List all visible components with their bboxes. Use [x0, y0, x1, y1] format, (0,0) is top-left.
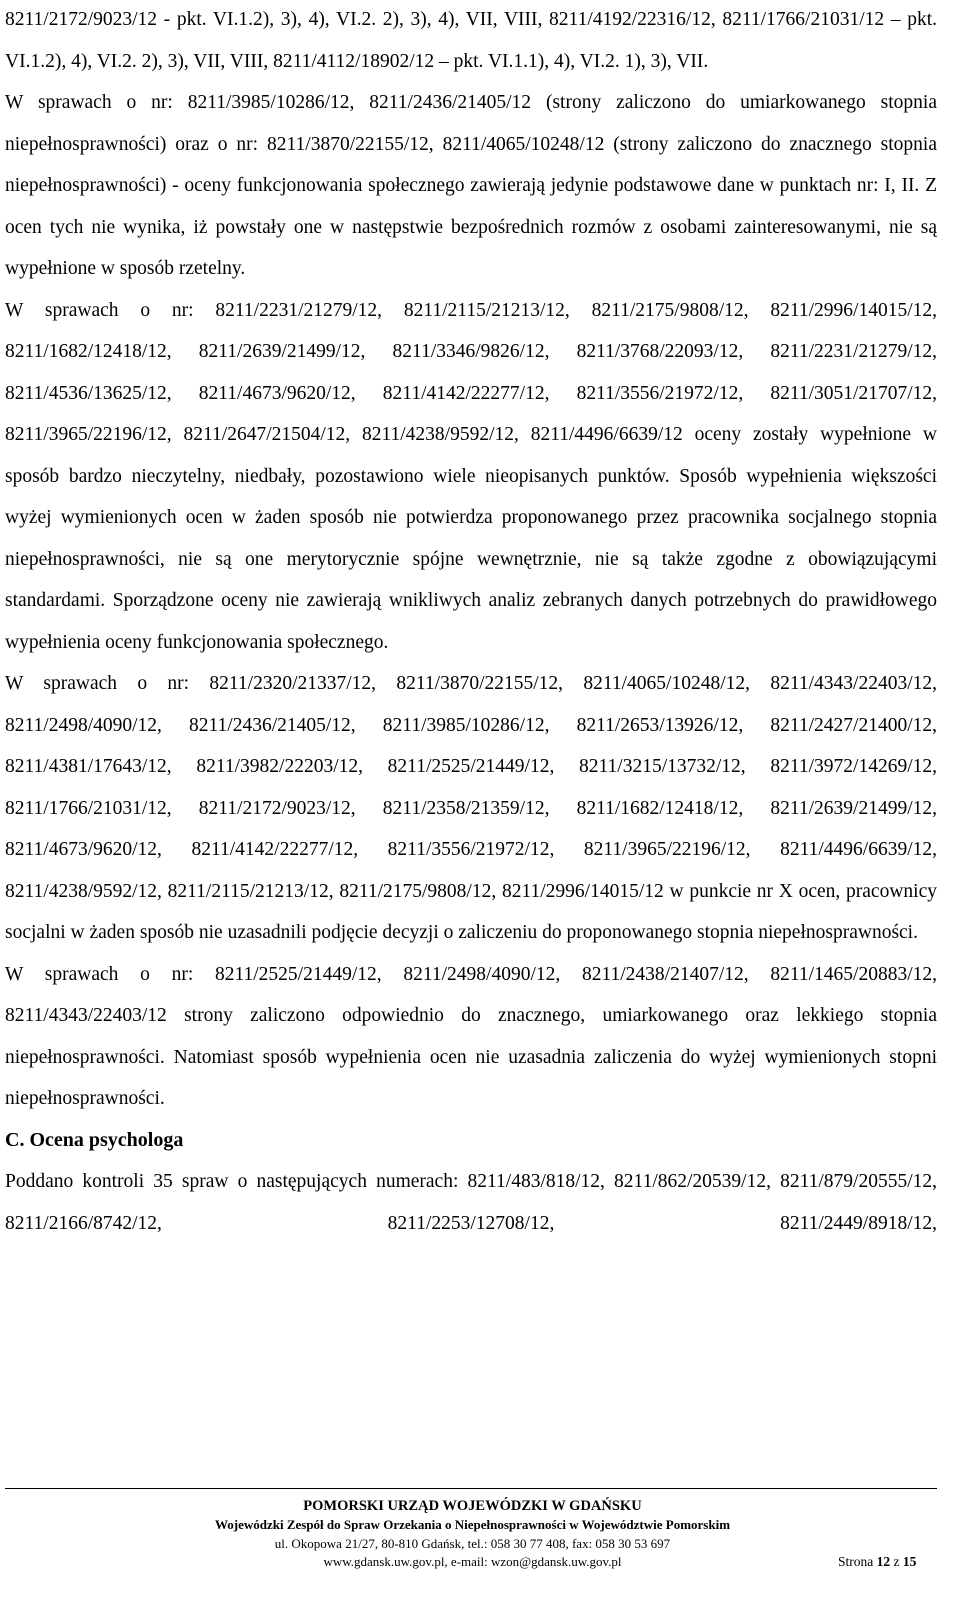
footer-address: ul. Okopowa 21/27, 80-810 Gdańsk, tel.: 058 30 77 408, fax: 058 30 53 697 [274, 1536, 671, 1551]
paragraph-continuation: 8211/2172/9023/12 - pkt. VI.1.2), 3), 4), VI.2. 2), 3), 4), VII, VIII, 8211/4192/22316/12, 8211/1766/21031/12 – pkt. VI.1.2), 4), VI.2. 2), 3), VII, VIII, 8211/4112/18902/12 – pkt. VI.1.1), 4), VI.2. 1), 3), VII. [5, 9, 937, 72]
footer-team-name: Wojewódzki Zespół do Spraw Orzekania o Niepełnosprawności w Województwie Pomorskim [214, 1517, 731, 1532]
page-number-label: Strona [838, 1554, 874, 1569]
footer-divider [5, 1488, 937, 1489]
page-number-of: z [893, 1554, 900, 1569]
section-heading: C. Ocena psychologa [5, 1128, 184, 1151]
paragraph-point-x-justification: W sprawach o nr: 8211/2320/21337/12, 8211/3870/22155/12, 8211/4065/10248/12, 8211/4343/22403/12, 8211/2498/4090/12, 8211/2436/21405/12, 8211/3985/10286/12, 8211/2653/13926/12, 8211/2427/21400/12, 8211/4381/17643/12, 8211/3982/22203/12, 8211/2525/21449/12, 8211/3215/13732/12, 8211/3972/14269/12, 8211/1766/21031/12, 8211/2172/9023/12, 8211/2358/21359/12, 8211/1682/12418/12, 8211/2639/21499/12, 8211/4673/9620/12, 8211/4142/22277/12, 8211/3556/21972/12, 8211/3965/22196/12, 8211/4496/6639/12, 8211/4238/9592/12, 8211/2115/21213/12, 8211/2175/9808/12, 8211/2996/14015/12 w punkcie nr X ocen, pracownicy socjalni w żaden sposób nie uzasadnili podjęcie decyzji o zaliczeniu do proponowanego stopnia niepełnosprawności. [5, 673, 937, 943]
page-number-current: 12 [876, 1554, 891, 1569]
footer-office-name: POMORSKI URZĄD WOJEWÓDZKI W GDAŃSKU [303, 1498, 642, 1514]
paragraph-incomplete-assessments: W sprawach o nr: 8211/3985/10286/12, 8211/2436/21405/12 (strony zaliczono do umiarkowanego stopnia niepełnosprawności) oraz o nr: 8211/3870/22155/12, 8211/4065/10248/12 (strony zaliczono do znacznego stopnia niepełnosprawności) - oceny funkcjonowania społecznego zawierają jedynie podstawowe dane w punktach nr: I, II. Z ocen tych nie wynika, iż powstały one w następstwie bezpośrednich rozmów z osobami zainteresowanymi, nie są wypełnione w sposób rzetelny. [5, 92, 937, 279]
page-number [838, 1554, 916, 1570]
paragraph-psychologist-review: Poddano kontroli 35 spraw o następujących numerach: 8211/483/818/12, 8211/862/20539/12, 8211/879/20555/12, 8211/2166/8742/12, 8211/2253/12708/12, 8211/2449/8918/12, [5, 1171, 937, 1234]
paragraph-illegible-assessments: W sprawach o nr: 8211/2231/21279/12, 8211/2115/21213/12, 8211/2175/9808/12, 8211/2996/14015/12, 8211/1682/12418/12, 8211/2639/21499/12, 8211/3346/9826/12, 8211/3768/22093/12, 8211/2231/21279/12, 8211/4536/13625/12, 8211/4673/9620/12, 8211/4142/22277/12, 8211/3556/21972/12, 8211/3051/21707/12, 8211/3965/22196/12, 8211/2647/21504/12, 8211/4238/9592/12, 8211/4496/6639/12 oceny zostały wypełnione w sposób bardzo nieczytelny, niedbały, pozostawiono wiele nieopisanych punktów. Sposób wypełnienia większości wyżej wymienionych ocen w żaden sposób nie potwierdza proponowanego przez pracownika socjalnego stopnia niepełnosprawności, nie są one merytorycznie spójne wewnętrznie, nie są także zgodne z obowiązującymi standardami. Sporządzone oceny nie zawierają wnikliwych analiz zebranych danych potrzebnych do prawidłowego wypełnienia oceny funkcjonowania społecznego. [5, 299, 937, 653]
footer-contact: www.gdansk.uw.gov.pl, e-mail: wzon@gdansk.uw.gov.pl [323, 1554, 622, 1569]
document-body [5, 0, 937, 1244]
page-number-total: 15 [902, 1554, 917, 1569]
paragraph-degree-justification: W sprawach o nr: 8211/2525/21449/12, 8211/2498/4090/12, 8211/2438/21407/12, 8211/1465/20883/12, 8211/4343/22403/12 strony zaliczono odpowiednio do znacznego, umiarkowanego oraz lekkiego stopnia niepełnosprawności. Natomiast sposób wypełnienia ocen nie uzasadnia zaliczenia do wyżej wymienionych stopni niepełnosprawności. [5, 963, 937, 1109]
